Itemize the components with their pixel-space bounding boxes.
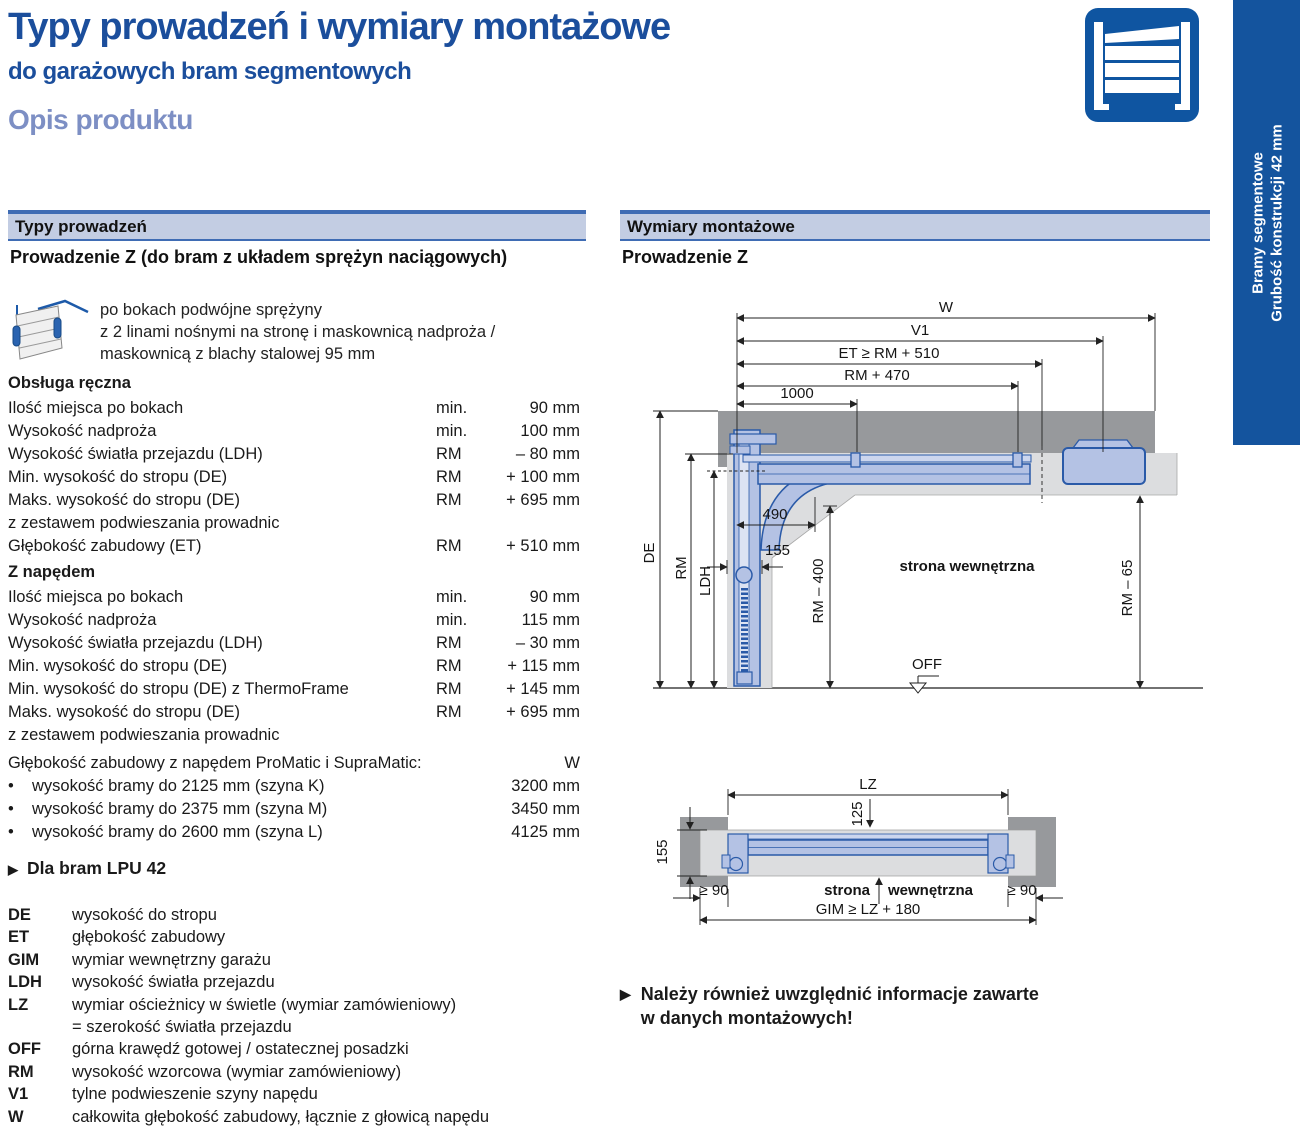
rail-hanger [1013, 453, 1022, 467]
legend-desc: całkowita głębokość zabudowy, łącznie z głowicą napędu [72, 1107, 490, 1126]
intro-description [100, 299, 495, 365]
table-row [8, 512, 580, 535]
spec-label: z zestawem podwieszania prowadnic [8, 514, 280, 532]
dim-label-ldh: LDH [697, 565, 714, 597]
page-subtitle: do garażowych bram segmentowych [8, 58, 412, 85]
dim-label-gim: GIM ≥ LZ + 180 [815, 901, 921, 918]
legend-key: OFF [8, 1040, 41, 1059]
spec-label: Maks. wysokość do stropu (DE) [8, 491, 240, 509]
spec-table-powered-title: Z napędem [8, 563, 96, 581]
table-row [8, 443, 580, 466]
triangle-bullet-icon: ▶ [620, 986, 631, 1002]
abbreviation-legend [8, 904, 580, 1128]
spec-value: + 100 mm [506, 468, 580, 486]
spec-value [488, 724, 580, 747]
spec-ref: RM [436, 657, 462, 675]
spec-label: Min. wysokość do stropu (DE) z ThermoFrame [8, 680, 349, 698]
spec-value: – 80 mm [515, 445, 580, 463]
dim-label-v1: V1 [910, 322, 930, 339]
table-row [8, 466, 580, 489]
spec-value: + 145 mm [506, 680, 580, 698]
legend-desc: tylne podwieszenie szyny napędu [72, 1085, 318, 1104]
lpu42-note-text: Dla bram LPU 42 [27, 858, 167, 878]
off-label: OFF [912, 656, 942, 673]
spec-table-manual-title: Obsługa ręczna [8, 374, 131, 392]
roller-wheel [736, 567, 752, 583]
legend-key: LZ [8, 995, 29, 1014]
spec-table-powered [8, 560, 580, 747]
spec-value: 100 mm [520, 422, 580, 440]
spec-value: – 30 mm [515, 634, 580, 652]
spec-ref: min. [436, 399, 468, 417]
legend-row [8, 1083, 580, 1105]
dim-label-155: 155 [765, 542, 791, 559]
section-header-typy-prowadzen [8, 210, 586, 241]
dim-label-1000: 1000 [780, 385, 814, 402]
spec-label: Wysokość światła przejazdu (LDH) [8, 634, 263, 652]
legend-desc: wysokość do stropu [72, 906, 217, 924]
section-header-wymiary-montazowe [620, 210, 1210, 241]
sidebar-line-2: Grubość konstrukcji 42 mm [1267, 123, 1285, 322]
intro-line-2: z 2 linami nośnymi na stronę i maskownicą nadproża / [100, 323, 496, 341]
dim-label-lz: LZ [859, 776, 877, 793]
legend-row [8, 1016, 580, 1038]
legend-desc: górna krawędź gotowej / ostatecznej posadzki [72, 1040, 409, 1059]
legend-desc: wymiar ościeżnicy w świetle (wymiar zamówieniowy) [72, 995, 457, 1014]
legend-key: V1 [8, 1085, 29, 1104]
legend-row [8, 904, 580, 926]
dim-label-490: 490 [762, 506, 788, 523]
depth-title: Głębokość zabudowy z napędem ProMatic i SupraMatic: [8, 754, 422, 772]
legend-key: DE [8, 906, 31, 924]
depth-value: 3450 mm [511, 800, 580, 818]
section-title-opis-produktu: Opis produktu [8, 104, 193, 135]
spec-ref: RM [436, 680, 462, 698]
table-row [8, 678, 580, 701]
bullet-icon: • [8, 800, 14, 818]
sidebar-tab [1233, 0, 1300, 445]
table-row [8, 655, 580, 678]
legend-key [8, 1016, 72, 1038]
spec-label: z zestawem podwieszania prowadnic [8, 726, 280, 744]
sidebar-line-1: Bramy segmentowe [1248, 151, 1266, 294]
legend-row [8, 994, 580, 1016]
table-row [8, 586, 580, 609]
spec-label: Maks. wysokość do stropu (DE) [8, 703, 240, 721]
spec-value: 90 mm [529, 588, 580, 606]
depth-label: wysokość bramy do 2375 mm (szyna M) [32, 800, 328, 818]
spec-ref: min. [436, 588, 468, 606]
diagram-side-view [615, 288, 1215, 706]
table-row [8, 535, 580, 558]
spec-table-manual [8, 371, 580, 558]
legend-key: W [8, 1107, 24, 1126]
spec-value: + 695 mm [506, 491, 580, 509]
spec-ref: RM [436, 445, 462, 463]
dim-label-w: W [938, 299, 954, 316]
section-header-typy-prowadzen-label: Typy prowadzeń [15, 217, 147, 236]
intro-line-1: po bokach podwójne sprężyny [100, 301, 322, 319]
subheader-prowadzenie-z-right: Prowadzenie Z [622, 247, 749, 267]
spec-label: Ilość miejsca po bokach [8, 399, 184, 417]
depth-value: 4125 mm [511, 823, 580, 841]
installation-data-note [620, 982, 1039, 1030]
spec-label: Min. wysokość do stropu (DE) [8, 468, 228, 486]
operator-head [1063, 448, 1145, 484]
legend-key: RM [8, 1062, 34, 1081]
legend-desc: głębokość zabudowy [72, 928, 226, 947]
legend-desc: = szerokość światła przejazdu [72, 1018, 292, 1037]
dim-label-ge90-right: ≥ 90 [1007, 882, 1037, 899]
table-row [8, 489, 580, 512]
spec-ref: RM [436, 537, 462, 555]
dim-label-rm: RM [673, 556, 690, 580]
sidebar-tab-text [1233, 0, 1300, 445]
z-track-door-sketch-icon [8, 298, 90, 366]
list-item [8, 798, 580, 821]
legend-desc: wymiar wewnętrzny garażu [72, 950, 271, 969]
dim-label-ge90-left: ≥ 90 [699, 882, 729, 899]
dim-label-125: 125 [849, 801, 866, 827]
spec-value: 90 mm [529, 399, 580, 417]
spec-ref: RM [436, 468, 462, 486]
depth-table [8, 752, 580, 844]
dim-label-rm470: RM + 470 [844, 367, 910, 384]
depth-col-header: W [564, 754, 580, 772]
top-rail [743, 455, 1031, 462]
legend-row [8, 926, 580, 948]
section-header-wymiary-montazowe-label: Wymiary montażowe [627, 217, 795, 236]
dim-label-rm65: RM – 65 [1119, 559, 1136, 617]
table-row [8, 609, 580, 632]
spec-ref [436, 512, 488, 535]
spec-ref: RM [436, 703, 462, 721]
dim-label-de: DE [641, 542, 658, 564]
dim-label-rm400: RM – 400 [810, 558, 827, 624]
table-row [8, 632, 580, 655]
depth-table-header [8, 752, 580, 775]
rail-hanger [851, 453, 860, 467]
legend-row [8, 1038, 580, 1060]
spec-ref: RM [436, 634, 462, 652]
legend-key: LDH [8, 973, 42, 992]
page-title: Typy prowadzeń i wymiary montażowe [8, 6, 671, 48]
legend-row [8, 971, 580, 993]
spec-ref: min. [436, 611, 468, 629]
list-item [8, 775, 580, 798]
spec-ref [436, 724, 488, 747]
legend-desc: wysokość wzorcowa (wymiar zamówieniowy) [72, 1062, 402, 1081]
subheader-prowadzenie-z: Prowadzenie Z (do bram z układem sprężyn naciągowych) [10, 247, 508, 267]
table-row [8, 397, 580, 420]
depth-label: wysokość bramy do 2125 mm (szyna K) [32, 777, 325, 795]
bullet-icon: • [8, 823, 14, 841]
inner-side-label-b: wewnętrzna [888, 882, 974, 899]
inner-side-label-a: strona [824, 882, 870, 899]
dim-label-et: ET ≥ RM + 510 [838, 345, 940, 362]
spec-label: Wysokość nadproża [8, 611, 157, 629]
table-row [8, 701, 580, 724]
note-line-1: Należy również uwzględnić informacje zawarte [640, 984, 1039, 1004]
spec-label: Min. wysokość do stropu (DE) [8, 657, 228, 675]
spec-value: + 695 mm [506, 703, 580, 721]
table-row [8, 724, 580, 747]
list-item [8, 821, 580, 844]
bullet-icon: • [8, 777, 14, 795]
legend-row [8, 1106, 580, 1128]
sectional-door-icon [1085, 8, 1199, 122]
depth-label: wysokość bramy do 2600 mm (szyna L) [32, 823, 323, 841]
spec-value [488, 512, 580, 535]
legend-desc: wysokość światła przejazdu [72, 973, 275, 992]
spec-label: Ilość miejsca po bokach [8, 588, 184, 606]
spec-label: Wysokość nadproża [8, 422, 157, 440]
spec-label: Głębokość zabudowy (ET) [8, 537, 202, 555]
triangle-bullet-icon: ▶ [8, 862, 18, 877]
spec-ref: RM [436, 491, 462, 509]
diagram-plan-view [615, 755, 1215, 935]
spec-label: Wysokość światła przejazdu (LDH) [8, 445, 263, 463]
dim-label-155-plan: 155 [654, 839, 671, 865]
lpu42-note [8, 858, 166, 879]
depth-value: 3200 mm [511, 777, 580, 795]
legend-row [8, 1061, 580, 1083]
note-line-2: w danych montażowych! [640, 1008, 853, 1028]
legend-key: ET [8, 928, 30, 947]
spec-value: + 115 mm [507, 657, 580, 675]
legend-row [8, 949, 580, 971]
legend-key: GIM [8, 950, 40, 969]
spec-value: + 510 mm [506, 537, 580, 555]
inner-side-label: strona wewnętrzna [899, 558, 1035, 575]
spec-value: 115 mm [521, 611, 580, 629]
table-row [8, 420, 580, 443]
spec-ref: min. [436, 422, 468, 440]
intro-line-3: maskownicą z blachy stalowej 95 mm [100, 345, 376, 363]
